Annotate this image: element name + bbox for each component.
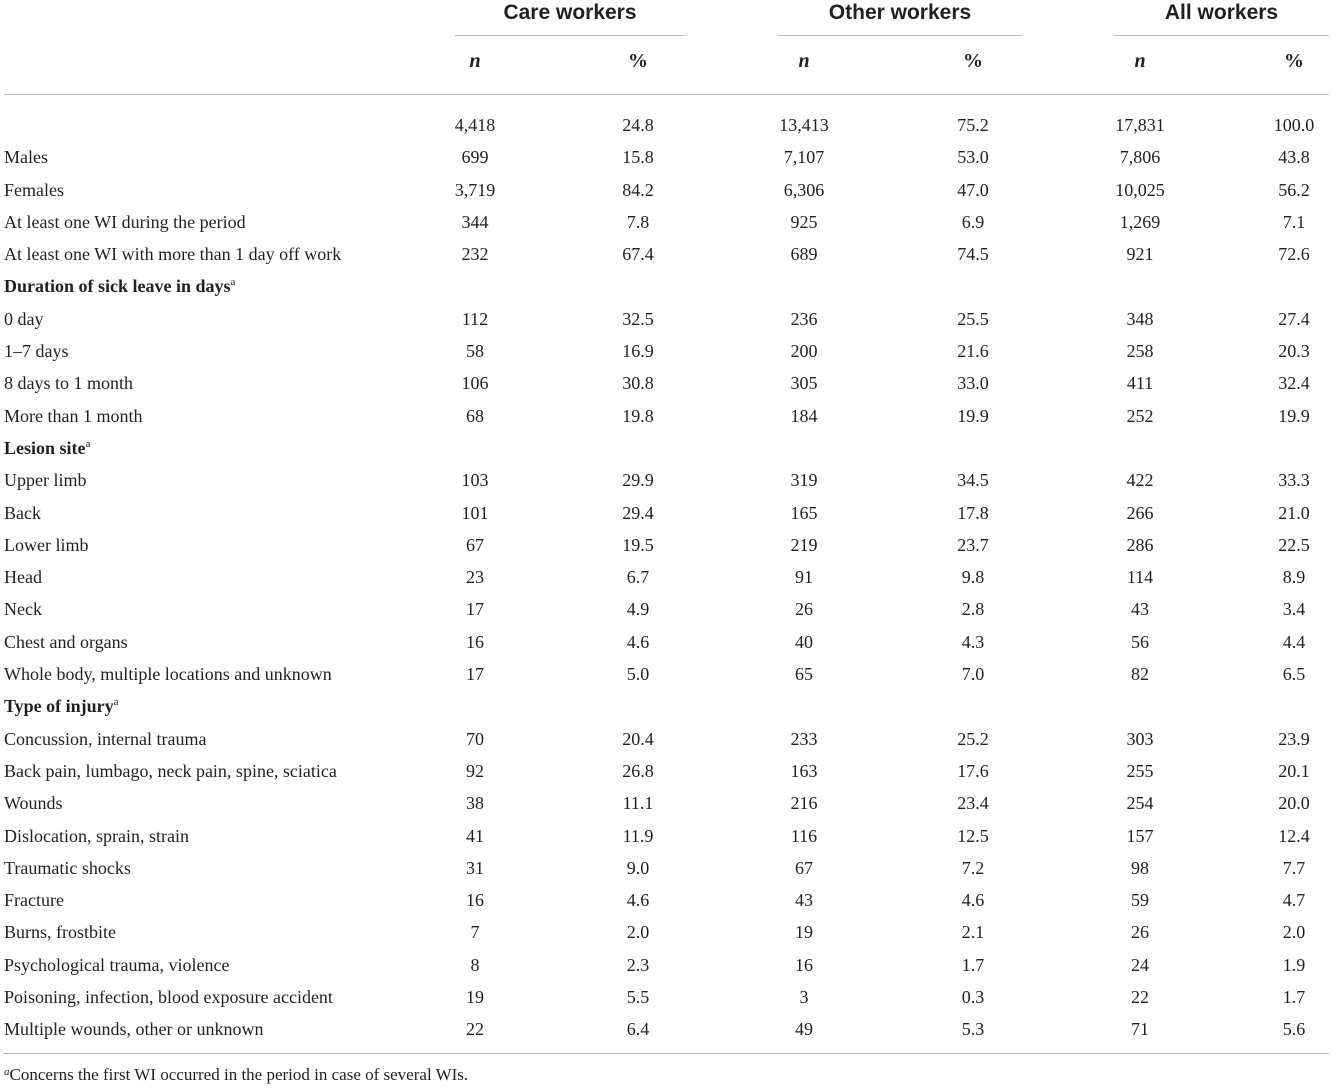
footnote-text: Concerns the first WI occurred in the period in case of several WIs.: [9, 1065, 469, 1084]
row-label-text: Burns, frostbite: [4, 922, 116, 943]
group-underline-all: [1114, 35, 1329, 36]
cell-other-pct: 25.2: [957, 728, 989, 749]
row-label: [4, 1013, 263, 1045]
row-label: [4, 335, 69, 367]
table-row: [0, 787, 1331, 819]
cell-care-pct: 30.8: [622, 373, 654, 394]
cell-care-pct: 11.1: [622, 793, 654, 814]
table-row: [0, 529, 1331, 561]
row-label-text: Females: [4, 179, 64, 200]
cell-all-n: 7,806: [1119, 147, 1161, 168]
cell-care-pct: 4.6: [626, 890, 650, 911]
subheader-n-all: n: [1134, 50, 1146, 72]
table-row: [0, 593, 1331, 625]
cell-all-n: 24: [1131, 954, 1149, 975]
cell-other-pct: 4.3: [961, 631, 985, 652]
cell-all-pct: 33.3: [1278, 470, 1310, 491]
cell-all-pct: 1.9: [1282, 954, 1306, 975]
row-label: [4, 820, 189, 852]
table-row: [0, 755, 1331, 787]
cell-care-n: 70: [466, 728, 484, 749]
cell-all-n: 411: [1126, 373, 1154, 394]
cell-all-n: 56: [1131, 631, 1149, 652]
cell-all-pct: 8.9: [1282, 567, 1306, 588]
cell-all-pct: 72.6: [1278, 244, 1310, 265]
cell-all-n: 114: [1126, 567, 1154, 588]
row-label: [4, 238, 341, 270]
cell-care-n: 344: [461, 211, 489, 232]
cell-care-n: 7: [470, 922, 480, 943]
cell-other-pct: 0.3: [961, 987, 985, 1008]
cell-other-n: 925: [790, 211, 818, 232]
row-label: [4, 626, 128, 658]
row-label-text: At least one WI with more than 1 day off work: [4, 244, 342, 265]
row-label: [4, 270, 235, 302]
cell-all-n: 921: [1126, 244, 1154, 265]
cell-other-n: 3: [799, 987, 809, 1008]
cell-all-n: 17,831: [1115, 115, 1165, 135]
table-row: [0, 1013, 1331, 1045]
row-label-text: 1–7 days: [4, 341, 69, 362]
row-label: [4, 497, 41, 529]
cell-other-n: 40: [795, 631, 813, 652]
cell-all-n: 71: [1131, 1019, 1149, 1040]
cell-other-n: 6,306: [783, 179, 825, 200]
row-label: [4, 723, 206, 755]
row-label-text: Lower limb: [4, 534, 89, 555]
cell-all-n: 254: [1126, 793, 1154, 814]
row-label: [4, 367, 133, 399]
cell-care-n: 17: [466, 599, 484, 620]
cell-all-n: 22: [1131, 987, 1149, 1008]
row-label-text: Neck: [4, 599, 42, 620]
cell-care-pct: 6.7: [626, 567, 650, 588]
cell-care-pct: 11.9: [622, 825, 654, 846]
cell-other-pct: 23.4: [957, 793, 989, 814]
cell-other-pct: 2.8: [961, 599, 985, 620]
cell-other-n: 26: [795, 599, 813, 620]
row-label: [4, 464, 87, 496]
cell-all-pct: 1.7: [1282, 987, 1306, 1008]
row-label: [4, 949, 229, 981]
cell-all-n: 266: [1126, 502, 1154, 523]
table-row: [0, 238, 1331, 270]
cell-care-pct: 20.4: [622, 728, 654, 749]
cell-care-pct: 19.8: [622, 405, 654, 426]
footnote-marker: a: [113, 696, 119, 709]
table-row: [0, 916, 1331, 948]
row-label-text: Multiple wounds, other or unknown: [4, 1019, 264, 1040]
cell-all-pct: 20.3: [1278, 341, 1310, 362]
table-row: [0, 174, 1331, 206]
cell-care-n: 22: [466, 1019, 484, 1040]
cell-all-n: 59: [1131, 890, 1149, 911]
cell-care-pct: 26.8: [622, 760, 654, 781]
cell-all-n: 252: [1126, 405, 1154, 426]
cell-care-n: 16: [466, 890, 484, 911]
cell-other-n: 91: [795, 567, 813, 588]
bottom-rule: [4, 1053, 1329, 1054]
cell-care-n: 92: [466, 760, 484, 781]
cell-all-pct: 7.7: [1282, 857, 1306, 878]
cell-care-pct: 19.5: [622, 534, 654, 555]
cell-other-pct: 74.5: [957, 244, 989, 265]
section-header-row: [0, 270, 1331, 302]
cell-other-n: 319: [790, 470, 818, 491]
cell-care-pct: 16.9: [622, 341, 654, 362]
cell-care-n: 41: [466, 825, 484, 846]
table-row: [0, 400, 1331, 432]
cell-all-pct: 5.6: [1282, 1019, 1306, 1040]
table-row: [0, 206, 1331, 238]
cell-all-pct: 12.4: [1278, 825, 1310, 846]
cell-other-pct: 7.0: [961, 664, 985, 685]
row-label-text: Back pain, lumbago, neck pain, spine, sciatica: [4, 760, 337, 781]
cell-all-pct: 3.4: [1282, 599, 1306, 620]
table-row: [0, 658, 1331, 690]
cell-other-n: 184: [790, 405, 818, 426]
cell-all-n: 26: [1131, 922, 1149, 943]
row-label-text: Type of injury: [4, 696, 114, 717]
cell-other-n: 65: [795, 664, 813, 685]
cell-care-n: 8: [470, 954, 480, 975]
group-header-other-workers: Other workers: [828, 1, 972, 24]
cell-other-n: 7,107: [783, 147, 825, 168]
cell-care-pct: 29.4: [622, 502, 654, 523]
cell-care-n: 19: [466, 987, 484, 1008]
table-row: [0, 464, 1331, 496]
cell-care-pct: 67.4: [622, 244, 654, 265]
row-label: [4, 529, 88, 561]
cell-other-pct: 33.0: [957, 373, 989, 394]
row-label-text: At least one WI during the period: [4, 211, 246, 232]
row-label-text: More than 1 month: [4, 405, 143, 426]
cell-other-pct: 7.2: [961, 857, 985, 878]
cell-all-pct: 100.0: [1273, 115, 1315, 135]
cell-all-pct: 4.4: [1282, 631, 1306, 652]
row-label: [4, 400, 142, 432]
row-label: [4, 141, 48, 173]
cell-care-n: 4,418: [454, 115, 496, 135]
cell-all-pct: 56.2: [1278, 179, 1310, 200]
cell-all-pct: 27.4: [1278, 308, 1310, 329]
cell-care-pct: 2.0: [626, 922, 650, 943]
row-label-text: Whole body, multiple locations and unknown: [4, 664, 332, 685]
cell-all-n: 303: [1126, 728, 1154, 749]
subheader-n-care: n: [469, 50, 481, 72]
row-label-text: Fracture: [4, 890, 64, 911]
cell-other-n: 49: [795, 1019, 813, 1040]
section-header-row: [0, 690, 1331, 722]
group-underline-other: [778, 35, 1022, 36]
cell-care-n: 103: [461, 470, 489, 491]
cell-care-n: 106: [461, 373, 489, 394]
cell-other-n: 233: [790, 728, 818, 749]
cell-other-pct: 4.6: [961, 890, 985, 911]
footnote-mark: a: [4, 1066, 10, 1078]
table-row: [0, 367, 1331, 399]
cell-other-pct: 47.0: [957, 179, 989, 200]
cell-other-pct: 19.9: [957, 405, 989, 426]
cell-care-pct: 5.5: [626, 987, 650, 1008]
row-label-text: Head: [4, 567, 42, 588]
table-row: [0, 303, 1331, 335]
cell-all-n: 10,025: [1115, 179, 1165, 200]
subheader-n-other: n: [798, 50, 810, 72]
row-label-text: Males: [4, 147, 48, 168]
cell-other-pct: 21.6: [957, 341, 989, 362]
cell-all-n: 348: [1126, 308, 1154, 329]
cell-care-pct: 84.2: [622, 179, 654, 200]
table-header: [0, 0, 1331, 95]
cell-other-pct: 17.6: [957, 760, 989, 781]
cell-other-n: 67: [795, 857, 813, 878]
row-label-text: Traumatic shocks: [4, 857, 131, 878]
cell-all-pct: 7.1: [1282, 211, 1306, 232]
row-label-text: Duration of sick leave in days: [4, 276, 231, 297]
cell-other-pct: 23.7: [957, 534, 989, 555]
row-label: [4, 916, 116, 948]
row-label: [4, 206, 246, 238]
row-label-text: 0 day: [4, 308, 44, 329]
cell-care-n: 232: [461, 244, 489, 265]
cell-other-n: 19: [795, 922, 813, 943]
cell-all-n: 258: [1126, 341, 1154, 362]
cell-care-n: 38: [466, 793, 484, 814]
row-label-text: Poisoning, infection, blood exposure accident: [4, 987, 333, 1008]
cell-all-pct: 20.0: [1278, 793, 1310, 814]
subheader-pct-all: %: [1284, 50, 1304, 72]
cell-care-n: 17: [466, 664, 484, 685]
row-label: [4, 755, 337, 787]
group-underline-care: [455, 35, 685, 36]
table-row: [0, 723, 1331, 755]
cell-care-pct: 29.9: [622, 470, 654, 491]
cell-other-n: 116: [790, 825, 818, 846]
cell-care-n: 101: [461, 502, 489, 523]
cell-care-pct: 9.0: [626, 857, 650, 878]
cell-other-n: 165: [790, 502, 818, 523]
cell-other-pct: 53.0: [957, 147, 989, 168]
cell-other-n: 219: [790, 534, 818, 555]
cell-all-pct: 4.7: [1282, 890, 1306, 911]
cell-care-pct: 15.8: [622, 147, 654, 168]
cell-all-n: 157: [1126, 825, 1154, 846]
cell-other-pct: 5.3: [961, 1019, 985, 1040]
cell-all-n: 1,269: [1119, 211, 1161, 232]
cell-care-pct: 5.0: [626, 664, 650, 685]
table-row: [0, 497, 1331, 529]
cell-all-n: 82: [1131, 664, 1149, 685]
cell-all-pct: 22.5: [1278, 534, 1310, 555]
cell-care-n: 58: [466, 341, 484, 362]
cell-other-n: 163: [790, 760, 818, 781]
cell-all-pct: 23.9: [1278, 728, 1310, 749]
row-label-text: Upper limb: [4, 470, 87, 491]
cell-other-pct: 25.5: [957, 308, 989, 329]
cell-other-pct: 34.5: [957, 470, 989, 491]
table-body: [0, 109, 1331, 1046]
cell-other-n: 216: [790, 793, 818, 814]
cell-care-n: 112: [461, 308, 489, 329]
footnote-marker: a: [85, 437, 91, 450]
table-row: [0, 141, 1331, 173]
row-label: [4, 852, 131, 884]
cell-care-n: 23: [466, 567, 484, 588]
row-label: [4, 561, 42, 593]
cell-other-n: 43: [795, 890, 813, 911]
cell-other-pct: 17.8: [957, 502, 989, 523]
cell-all-n: 98: [1131, 857, 1149, 878]
cell-other-pct: 1.7: [961, 954, 985, 975]
cell-care-pct: 32.5: [622, 308, 654, 329]
cell-care-pct: 4.6: [626, 631, 650, 652]
cell-all-n: 286: [1126, 534, 1154, 555]
cell-other-n: 16: [795, 954, 813, 975]
cell-care-n: 699: [461, 147, 489, 168]
row-label-text: Back: [4, 502, 41, 523]
cell-all-pct: 6.5: [1282, 664, 1306, 685]
cell-all-n: 43: [1131, 599, 1149, 620]
subheader-pct-other: %: [963, 50, 983, 72]
cell-other-pct: 9.8: [961, 567, 985, 588]
header-rule: [4, 94, 1329, 95]
table-row: [0, 949, 1331, 981]
cell-all-pct: 2.0: [1282, 922, 1306, 943]
table-row: [0, 852, 1331, 884]
row-label: [4, 303, 44, 335]
group-header-care-workers: Care workers: [503, 1, 637, 24]
row-label-text: 8 days to 1 month: [4, 373, 133, 394]
table-row: [0, 335, 1331, 367]
row-label: [4, 787, 63, 819]
cell-care-pct: 2.3: [626, 954, 650, 975]
cell-all-pct: 32.4: [1278, 373, 1310, 394]
cell-all-n: 255: [1126, 760, 1154, 781]
cell-other-pct: 75.2: [957, 115, 989, 135]
cell-other-n: 200: [790, 341, 818, 362]
cell-other-pct: 6.9: [961, 211, 985, 232]
cell-all-pct: 19.9: [1278, 405, 1310, 426]
cell-other-n: 13,413: [779, 115, 829, 135]
cell-care-pct: 6.4: [626, 1019, 650, 1040]
row-label-text: Dislocation, sprain, strain: [4, 825, 189, 846]
table-row: [0, 981, 1331, 1013]
row-label: [4, 174, 64, 206]
cell-care-n: 68: [466, 405, 484, 426]
cell-all-pct: 43.8: [1278, 147, 1310, 168]
subheader-pct-care: %: [628, 50, 648, 72]
cell-care-n: 67: [466, 534, 484, 555]
cell-care-pct: 7.8: [626, 211, 650, 232]
row-label: [4, 658, 332, 690]
group-header-all-workers: All workers: [1164, 1, 1279, 24]
row-label-text: Concussion, internal trauma: [4, 728, 207, 749]
section-header-row: [0, 432, 1331, 464]
cell-care-n: 31: [466, 857, 484, 878]
cell-all-pct: 20.1: [1278, 760, 1310, 781]
cell-other-n: 305: [790, 373, 818, 394]
table-row: [0, 561, 1331, 593]
row-label-text: Chest and organs: [4, 631, 128, 652]
footnote: [4, 1063, 468, 1087]
cell-all-n: 422: [1126, 470, 1154, 491]
row-label: [4, 593, 42, 625]
cell-other-pct: 12.5: [957, 825, 989, 846]
cell-other-n: 236: [790, 308, 818, 329]
row-label-text: Wounds: [4, 793, 63, 814]
table-row: [0, 884, 1331, 916]
cell-other-pct: 2.1: [961, 922, 985, 943]
row-label: [4, 432, 90, 464]
row-label: [4, 981, 333, 1013]
cell-other-n: 689: [790, 244, 818, 265]
cell-care-pct: 24.8: [622, 115, 654, 135]
row-label: [4, 884, 64, 916]
cell-care-n: 16: [466, 631, 484, 652]
footnote-marker: a: [230, 276, 236, 289]
cell-care-n: 3,719: [454, 179, 496, 200]
cell-all-pct: 21.0: [1278, 502, 1310, 523]
table-row: [0, 626, 1331, 658]
row-label-text: Psychological trauma, violence: [4, 954, 230, 975]
table-row: [0, 109, 1331, 141]
row-label-text: Lesion site: [4, 437, 86, 458]
row-label: [4, 690, 119, 722]
cell-care-pct: 4.9: [626, 599, 650, 620]
table-row: [0, 820, 1331, 852]
